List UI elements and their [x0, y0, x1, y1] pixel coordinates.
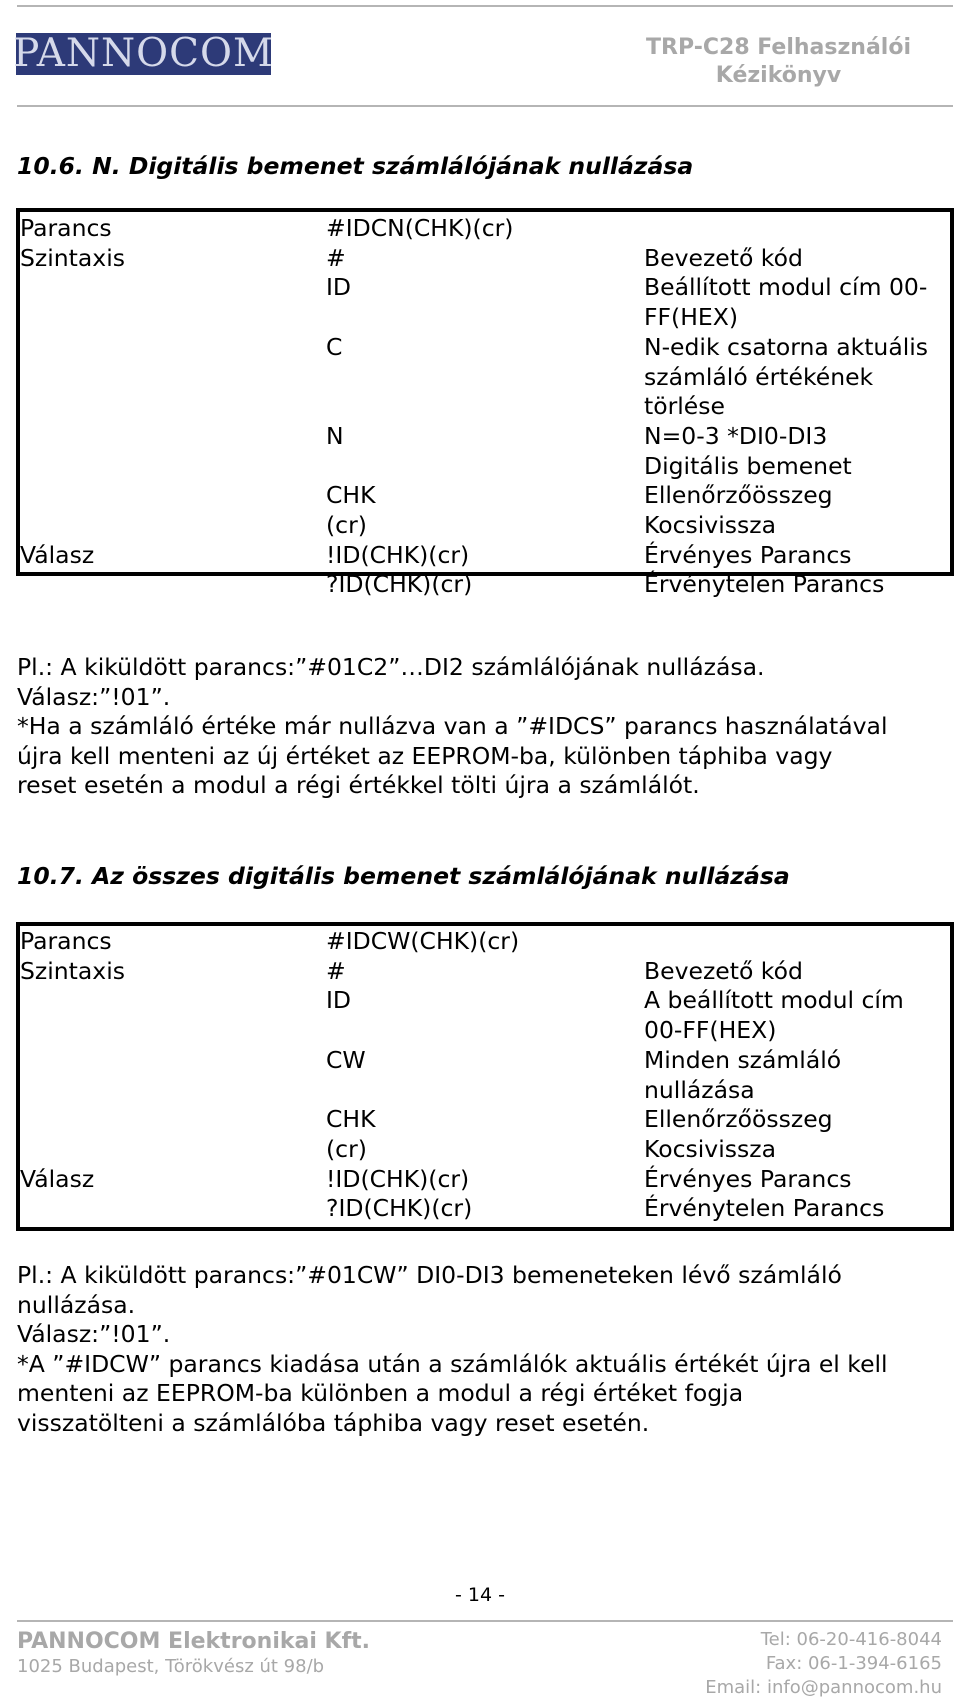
table-cell-c1: Parancs: [20, 927, 112, 955]
table-cell-c3: FF(HEX): [644, 303, 738, 332]
table-cell-c2: #IDCW(CHK)(cr): [326, 927, 520, 955]
table-cell-c3: A beállított modul cím: [644, 986, 904, 1015]
header-top-rule: [17, 5, 953, 7]
paragraph-line: *A ”#IDCW” parancs kiadása után a számlálók aktuális értékét újra el kell: [17, 1349, 888, 1378]
command-table-10-7: [16, 922, 954, 1231]
command-table-10-6: [16, 208, 954, 599]
table-cell-c2: ID: [326, 273, 352, 302]
table-cell-c1: Parancs: [20, 214, 112, 242]
paragraph-line: újra kell menteni az új értéket az EEPROM-ba, különben táphiba vagy: [17, 741, 833, 770]
section-10-6-title: 10.6. N. Digitális bemenet számlálójának nullázása: [17, 152, 694, 180]
paragraph-line: *Ha a számláló értéke már nullázva van a ”#IDCS” parancs használatával: [17, 712, 888, 741]
table-cell-c3: N=0-3 *DI0-DI3: [644, 421, 828, 450]
table-cell-c2: ?ID(CHK)(cr): [326, 570, 473, 599]
table-cell-c3: Kocsivissza: [644, 511, 776, 539]
table-cell-c3: Digitális bemenet: [644, 451, 852, 480]
header-bottom-rule: [17, 105, 953, 107]
table-cell-c2: (cr): [326, 1134, 367, 1163]
table-cell-c3: Ellenőrzőösszeg: [644, 1105, 833, 1134]
section-10-7-title: 10.7. Az összes digitális bemenet számlálójának nullázása: [17, 862, 790, 890]
table-cell-c2: ID: [326, 986, 352, 1015]
footer-email: Email: info@pannocom.hu: [705, 1677, 942, 1698]
paragraph-line: visszatölteni a számlálóba táphiba vagy reset esetén.: [17, 1409, 650, 1437]
table-cell-c2: !ID(CHK)(cr): [326, 1164, 470, 1193]
table-cell-c2: N: [326, 421, 344, 450]
paragraph-line: Pl.: A kiküldött parancs:”#01CW” DI0-DI3 bemeneteken lévő számláló: [17, 1261, 842, 1289]
table-cell-c3: törlése: [644, 392, 725, 421]
table-cell-c2: CHK: [326, 481, 376, 510]
table-cell-c3: Beállított modul cím 00-: [644, 273, 928, 302]
document-title: [646, 34, 911, 90]
page-number: - 14 -: [455, 1584, 505, 1606]
logo-text: PANNOCOM: [13, 31, 274, 76]
table-cell-c3: N-edik csatorna aktuális: [644, 332, 929, 361]
company-logo: [13, 31, 274, 76]
table-cell-c3: Érvénytelen Parancs: [644, 1194, 885, 1223]
paragraph-line: Válasz:”!01”.: [17, 682, 171, 711]
table-cell-c2: !ID(CHK)(cr): [326, 540, 470, 569]
footer-rule: [17, 1620, 953, 1622]
table-cell-c2: #: [326, 243, 346, 272]
table-cell-c3: Minden számláló: [644, 1045, 842, 1074]
footer-fax: Fax: 06-1-394-6165: [765, 1653, 942, 1674]
table-cell-c1: Szintaxis: [20, 956, 125, 985]
table-cell-c2: CW: [326, 1045, 366, 1074]
footer-company-name: PANNOCOM Elektronikai Kft.: [17, 1629, 371, 1654]
table-cell-c3: Érvényes Parancs: [644, 1164, 852, 1193]
table-cell-c2: #: [326, 956, 346, 985]
document-title-line1: TRP-C28 Felhasználói: [646, 35, 911, 60]
table-cell-c2: ?ID(CHK)(cr): [326, 1194, 473, 1223]
table-cell-c3: 00-FF(HEX): [644, 1016, 777, 1045]
table-cell-c3: Érvényes Parancs: [644, 540, 852, 569]
table-cell-c2: (cr): [326, 511, 367, 539]
table-cell-c3: számláló értékének: [644, 362, 874, 391]
table-cell-c1: Válasz: [20, 540, 95, 569]
document-title-line2: Kézikönyv: [715, 63, 842, 88]
table-cell-c2: C: [326, 332, 343, 361]
paragraph-line: menteni az EEPROM-ba különben a modul a régi értéket fogja: [17, 1379, 744, 1408]
table-cell-c2: CHK: [326, 1105, 376, 1134]
table-cell-c3: Bevezető kód: [644, 956, 803, 985]
table-cell-c3: nullázása: [644, 1075, 755, 1104]
table-cell-c3: Ellenőrzőösszeg: [644, 481, 833, 510]
table-cell-c1: Szintaxis: [20, 243, 125, 272]
footer-address: 1025 Budapest, Törökvész út 98/b: [17, 1656, 325, 1677]
table-cell-c2: #IDCN(CHK)(cr): [326, 214, 514, 242]
table-cell-c3: Bevezető kód: [644, 243, 803, 272]
paragraph-line: Válasz:”!01”.: [17, 1320, 171, 1349]
table-cell-c3: Kocsivissza: [644, 1134, 776, 1163]
footer-contact: [705, 1628, 942, 1700]
table-cell-c3: Érvénytelen Parancs: [644, 570, 885, 599]
paragraph-line: reset esetén a modul a régi értékkel tölti újra a számlálót.: [17, 771, 700, 800]
table-cell-c1: Válasz: [20, 1164, 95, 1193]
paragraph-line: nullázása.: [17, 1290, 136, 1319]
footer-tel: Tel: 06-20-416-8044: [760, 1629, 942, 1650]
paragraph-line: Pl.: A kiküldött parancs:”#01C2”…DI2 számlálójának nullázása.: [17, 653, 765, 681]
